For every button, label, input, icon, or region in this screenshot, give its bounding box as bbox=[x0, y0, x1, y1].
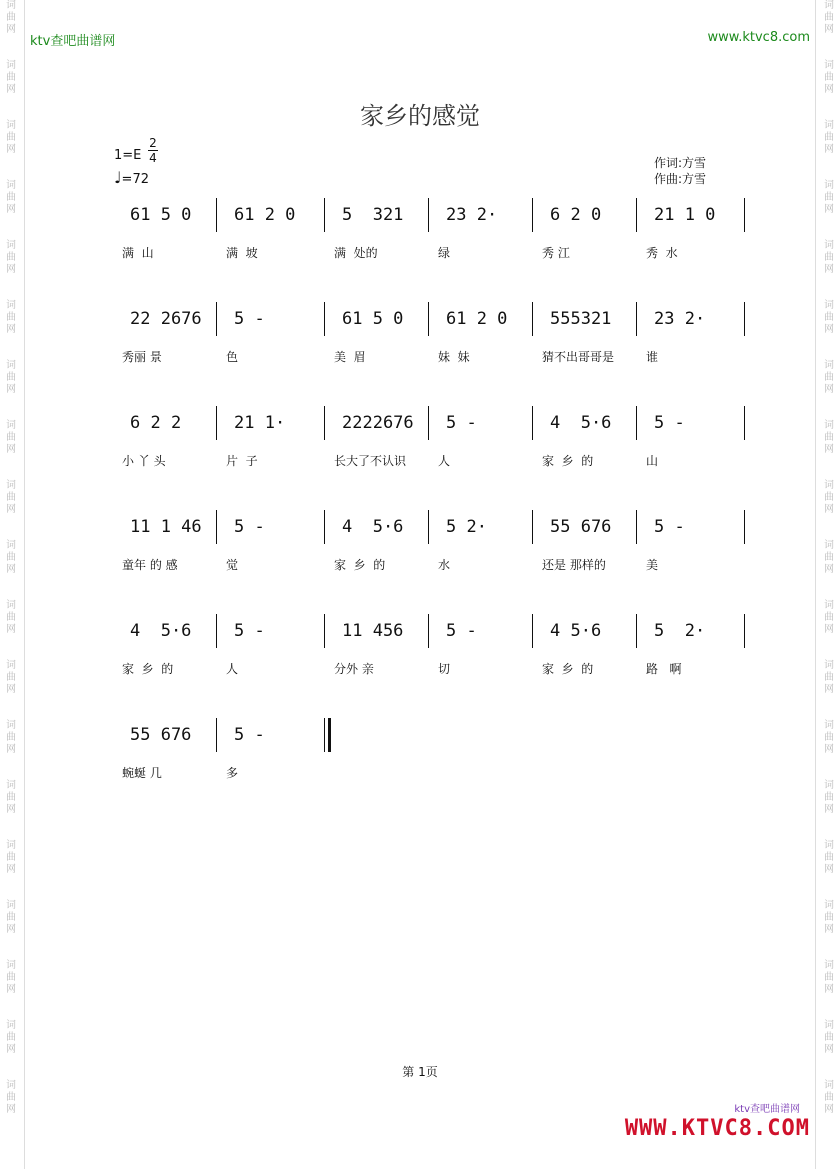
measure-notes: 5 - bbox=[234, 309, 265, 329]
tempo-value: =72 bbox=[121, 172, 149, 187]
measure-lyric: 满 山 bbox=[122, 246, 154, 260]
barline bbox=[324, 510, 325, 544]
song-title: 家乡的感觉 bbox=[360, 102, 480, 130]
measure-notes: 22 2676 bbox=[130, 309, 202, 329]
barline bbox=[428, 302, 429, 336]
measure-lyric: 妹 妹 bbox=[438, 350, 470, 364]
watermark-text: 词曲网 bbox=[824, 1020, 834, 1055]
watermark-text: 词曲网 bbox=[6, 240, 16, 275]
barline bbox=[216, 406, 217, 440]
measure-notes: 5 - bbox=[234, 621, 265, 641]
measure-lyric: 家 乡 的 bbox=[334, 558, 386, 572]
staff-system bbox=[120, 198, 752, 278]
barline bbox=[532, 198, 533, 232]
measure-lyric: 觉 bbox=[226, 558, 239, 572]
watermark-text: 词曲网 bbox=[6, 660, 16, 695]
key-signature: 1=E bbox=[114, 148, 142, 163]
watermark-text: 词曲网 bbox=[6, 180, 16, 215]
watermark-text: 词曲网 bbox=[6, 480, 16, 515]
watermark-text: 词曲网 bbox=[6, 0, 16, 35]
watermark-text: 词曲网 bbox=[6, 360, 16, 395]
barline bbox=[428, 510, 429, 544]
barline bbox=[324, 302, 325, 336]
measure-notes: 4 5·6 bbox=[342, 517, 404, 537]
barline bbox=[744, 406, 745, 440]
barline bbox=[744, 510, 745, 544]
measure-notes: 555321 bbox=[550, 309, 612, 329]
measure-notes: 21 1 0 bbox=[654, 205, 716, 225]
time-denominator: 4 bbox=[149, 151, 157, 165]
barline bbox=[636, 406, 637, 440]
watermark-text: 词曲网 bbox=[824, 780, 834, 815]
barline bbox=[428, 198, 429, 232]
measure-notes: 61 5 0 bbox=[342, 309, 404, 329]
measure-notes: 5 - bbox=[234, 517, 265, 537]
measure-lyric: 长大了不认识 bbox=[334, 454, 407, 468]
staff-system bbox=[120, 718, 752, 798]
barline bbox=[216, 302, 217, 336]
composer-credit: 作曲:方雪 bbox=[654, 172, 707, 186]
watermark-text: 词曲网 bbox=[6, 840, 16, 875]
measure-lyric: 童年 的 感 bbox=[122, 558, 178, 572]
watermark-text: 词曲网 bbox=[824, 960, 834, 995]
watermark-text: 词曲网 bbox=[6, 1020, 16, 1055]
watermark-text: 词曲网 bbox=[6, 300, 16, 335]
barline bbox=[744, 302, 745, 336]
measure-notes: 23 2· bbox=[446, 205, 498, 225]
barline bbox=[324, 614, 325, 648]
barline bbox=[744, 198, 745, 232]
lyricist-credit: 作词:方雪 bbox=[654, 156, 707, 170]
watermark-text: 词曲网 bbox=[824, 240, 834, 275]
barline bbox=[428, 406, 429, 440]
barline bbox=[636, 302, 637, 336]
footer-badge: ktv查吧曲谱网 bbox=[734, 1104, 800, 1115]
measure-notes: 4 5·6 bbox=[550, 413, 612, 433]
measure-lyric: 秀丽 景 bbox=[122, 350, 162, 364]
measure-notes: 6 2 0 bbox=[550, 205, 602, 225]
measure-lyric: 人 bbox=[226, 662, 239, 676]
watermark-text: 词曲网 bbox=[6, 720, 16, 755]
watermark-text: 词曲网 bbox=[824, 540, 834, 575]
barline bbox=[428, 614, 429, 648]
measure-lyric: 谁 bbox=[646, 350, 659, 364]
measure-notes: 61 2 0 bbox=[446, 309, 508, 329]
tempo-mark bbox=[114, 168, 149, 187]
barline bbox=[636, 614, 637, 648]
watermark-text: 词曲网 bbox=[6, 960, 16, 995]
measure-lyric: 满 处的 bbox=[334, 246, 378, 260]
barline bbox=[216, 614, 217, 648]
barline bbox=[216, 718, 217, 752]
watermark-text: 词曲网 bbox=[824, 480, 834, 515]
staff-system bbox=[120, 510, 752, 590]
barline bbox=[532, 406, 533, 440]
watermark-text: 词曲网 bbox=[6, 900, 16, 935]
measure-notes: 55 676 bbox=[550, 517, 612, 537]
time-signature bbox=[148, 136, 158, 165]
measure-lyric: 切 bbox=[438, 662, 451, 676]
barline bbox=[324, 406, 325, 440]
measure-notes: 11 456 bbox=[342, 621, 404, 641]
measure-lyric: 美 bbox=[646, 558, 659, 572]
barline bbox=[532, 510, 533, 544]
side-watermark-left bbox=[2, 0, 20, 1169]
measure-lyric: 路 啊 bbox=[646, 662, 682, 676]
measure-notes: 11 1 46 bbox=[130, 517, 202, 537]
watermark-text: 词曲网 bbox=[6, 420, 16, 455]
watermark-text: 词曲网 bbox=[824, 600, 834, 635]
watermark-text: 词曲网 bbox=[824, 300, 834, 335]
barline bbox=[744, 614, 745, 648]
measure-lyric: 小 丫 头 bbox=[122, 454, 166, 468]
measure-notes: 4 5·6 bbox=[130, 621, 192, 641]
staff-system bbox=[120, 406, 752, 486]
watermark-text: 词曲网 bbox=[824, 60, 834, 95]
watermark-text: 词曲网 bbox=[824, 180, 834, 215]
measure-notes: 4 5·6 bbox=[550, 621, 602, 641]
barline bbox=[636, 510, 637, 544]
watermark-text: 词曲网 bbox=[6, 60, 16, 95]
measure-notes: 5 2· bbox=[446, 517, 487, 537]
watermark-text: 词曲网 bbox=[6, 540, 16, 575]
measure-lyric: 蜿蜒 几 bbox=[122, 766, 162, 780]
watermark-text: 词曲网 bbox=[824, 420, 834, 455]
measure-lyric: 绿 bbox=[438, 246, 451, 260]
final-barline bbox=[328, 718, 331, 752]
watermark-text: 词曲网 bbox=[824, 840, 834, 875]
measure-lyric: 山 bbox=[646, 454, 659, 468]
barline bbox=[324, 198, 325, 232]
page-number: 第 1页 bbox=[402, 1065, 438, 1079]
watermark-text: 词曲网 bbox=[824, 0, 834, 35]
watermark-text: 词曲网 bbox=[824, 360, 834, 395]
measure-lyric: 满 坡 bbox=[226, 246, 258, 260]
measure-lyric: 美 眉 bbox=[334, 350, 366, 364]
barline bbox=[532, 614, 533, 648]
measure-lyric: 色 bbox=[226, 350, 239, 364]
barline bbox=[532, 302, 533, 336]
measure-lyric: 多 bbox=[226, 766, 239, 780]
watermark-text: 词曲网 bbox=[6, 1080, 16, 1115]
measure-notes: 5 - bbox=[446, 413, 477, 433]
measure-lyric: 家 乡 的 bbox=[542, 662, 594, 676]
measure-lyric: 分外 亲 bbox=[334, 662, 374, 676]
barline bbox=[324, 718, 325, 752]
measure-notes: 5 - bbox=[654, 517, 685, 537]
measure-notes: 5 2· bbox=[654, 621, 706, 641]
site-name-link[interactable]: ktv查吧曲谱网 bbox=[30, 34, 116, 49]
watermark-text: 词曲网 bbox=[824, 1080, 834, 1115]
measure-notes: 23 2· bbox=[654, 309, 706, 329]
measure-lyric: 还是 那样的 bbox=[542, 558, 606, 572]
measure-notes: 6 2 2 bbox=[130, 413, 182, 433]
measure-notes: 61 5 0 bbox=[130, 205, 192, 225]
quarter-note-icon: ♩ bbox=[114, 168, 122, 187]
measure-lyric: 家 乡 的 bbox=[542, 454, 594, 468]
measure-lyric: 秀 水 bbox=[646, 246, 678, 260]
footer-logo-link[interactable]: WWW.KTVC8.COM bbox=[624, 1116, 810, 1141]
side-watermark-right bbox=[820, 0, 838, 1169]
measure-notes: 55 676 bbox=[130, 725, 192, 745]
watermark-text: 词曲网 bbox=[6, 600, 16, 635]
watermark-text: 词曲网 bbox=[6, 120, 16, 155]
measure-lyric: 水 bbox=[438, 558, 451, 572]
measure-notes: 5 - bbox=[234, 725, 265, 745]
staff-system bbox=[120, 614, 752, 694]
measure-lyric: 片 子 bbox=[226, 454, 258, 468]
measure-notes: 5 - bbox=[446, 621, 477, 641]
watermark-text: 词曲网 bbox=[824, 900, 834, 935]
measure-lyric: 秀 江 bbox=[542, 246, 570, 260]
measure-notes: 2222676 bbox=[342, 413, 414, 433]
measure-notes: 61 2 0 bbox=[234, 205, 296, 225]
barline bbox=[216, 198, 217, 232]
watermark-text: 词曲网 bbox=[824, 120, 834, 155]
watermark-text: 词曲网 bbox=[6, 780, 16, 815]
watermark-text: 词曲网 bbox=[824, 660, 834, 695]
barline bbox=[216, 510, 217, 544]
watermark-text: 词曲网 bbox=[824, 720, 834, 755]
staff-system bbox=[120, 302, 752, 382]
measure-lyric: 家 乡 的 bbox=[122, 662, 174, 676]
barline bbox=[636, 198, 637, 232]
time-numerator: 2 bbox=[149, 136, 157, 150]
measure-notes: 21 1· bbox=[234, 413, 286, 433]
site-url-link[interactable]: www.ktvc8.com bbox=[707, 30, 810, 45]
measure-lyric: 人 bbox=[438, 454, 451, 468]
measure-lyric: 猜不出哥哥是 bbox=[542, 350, 615, 364]
measure-notes: 5 - bbox=[654, 413, 685, 433]
measure-notes: 5 321 bbox=[342, 205, 404, 225]
